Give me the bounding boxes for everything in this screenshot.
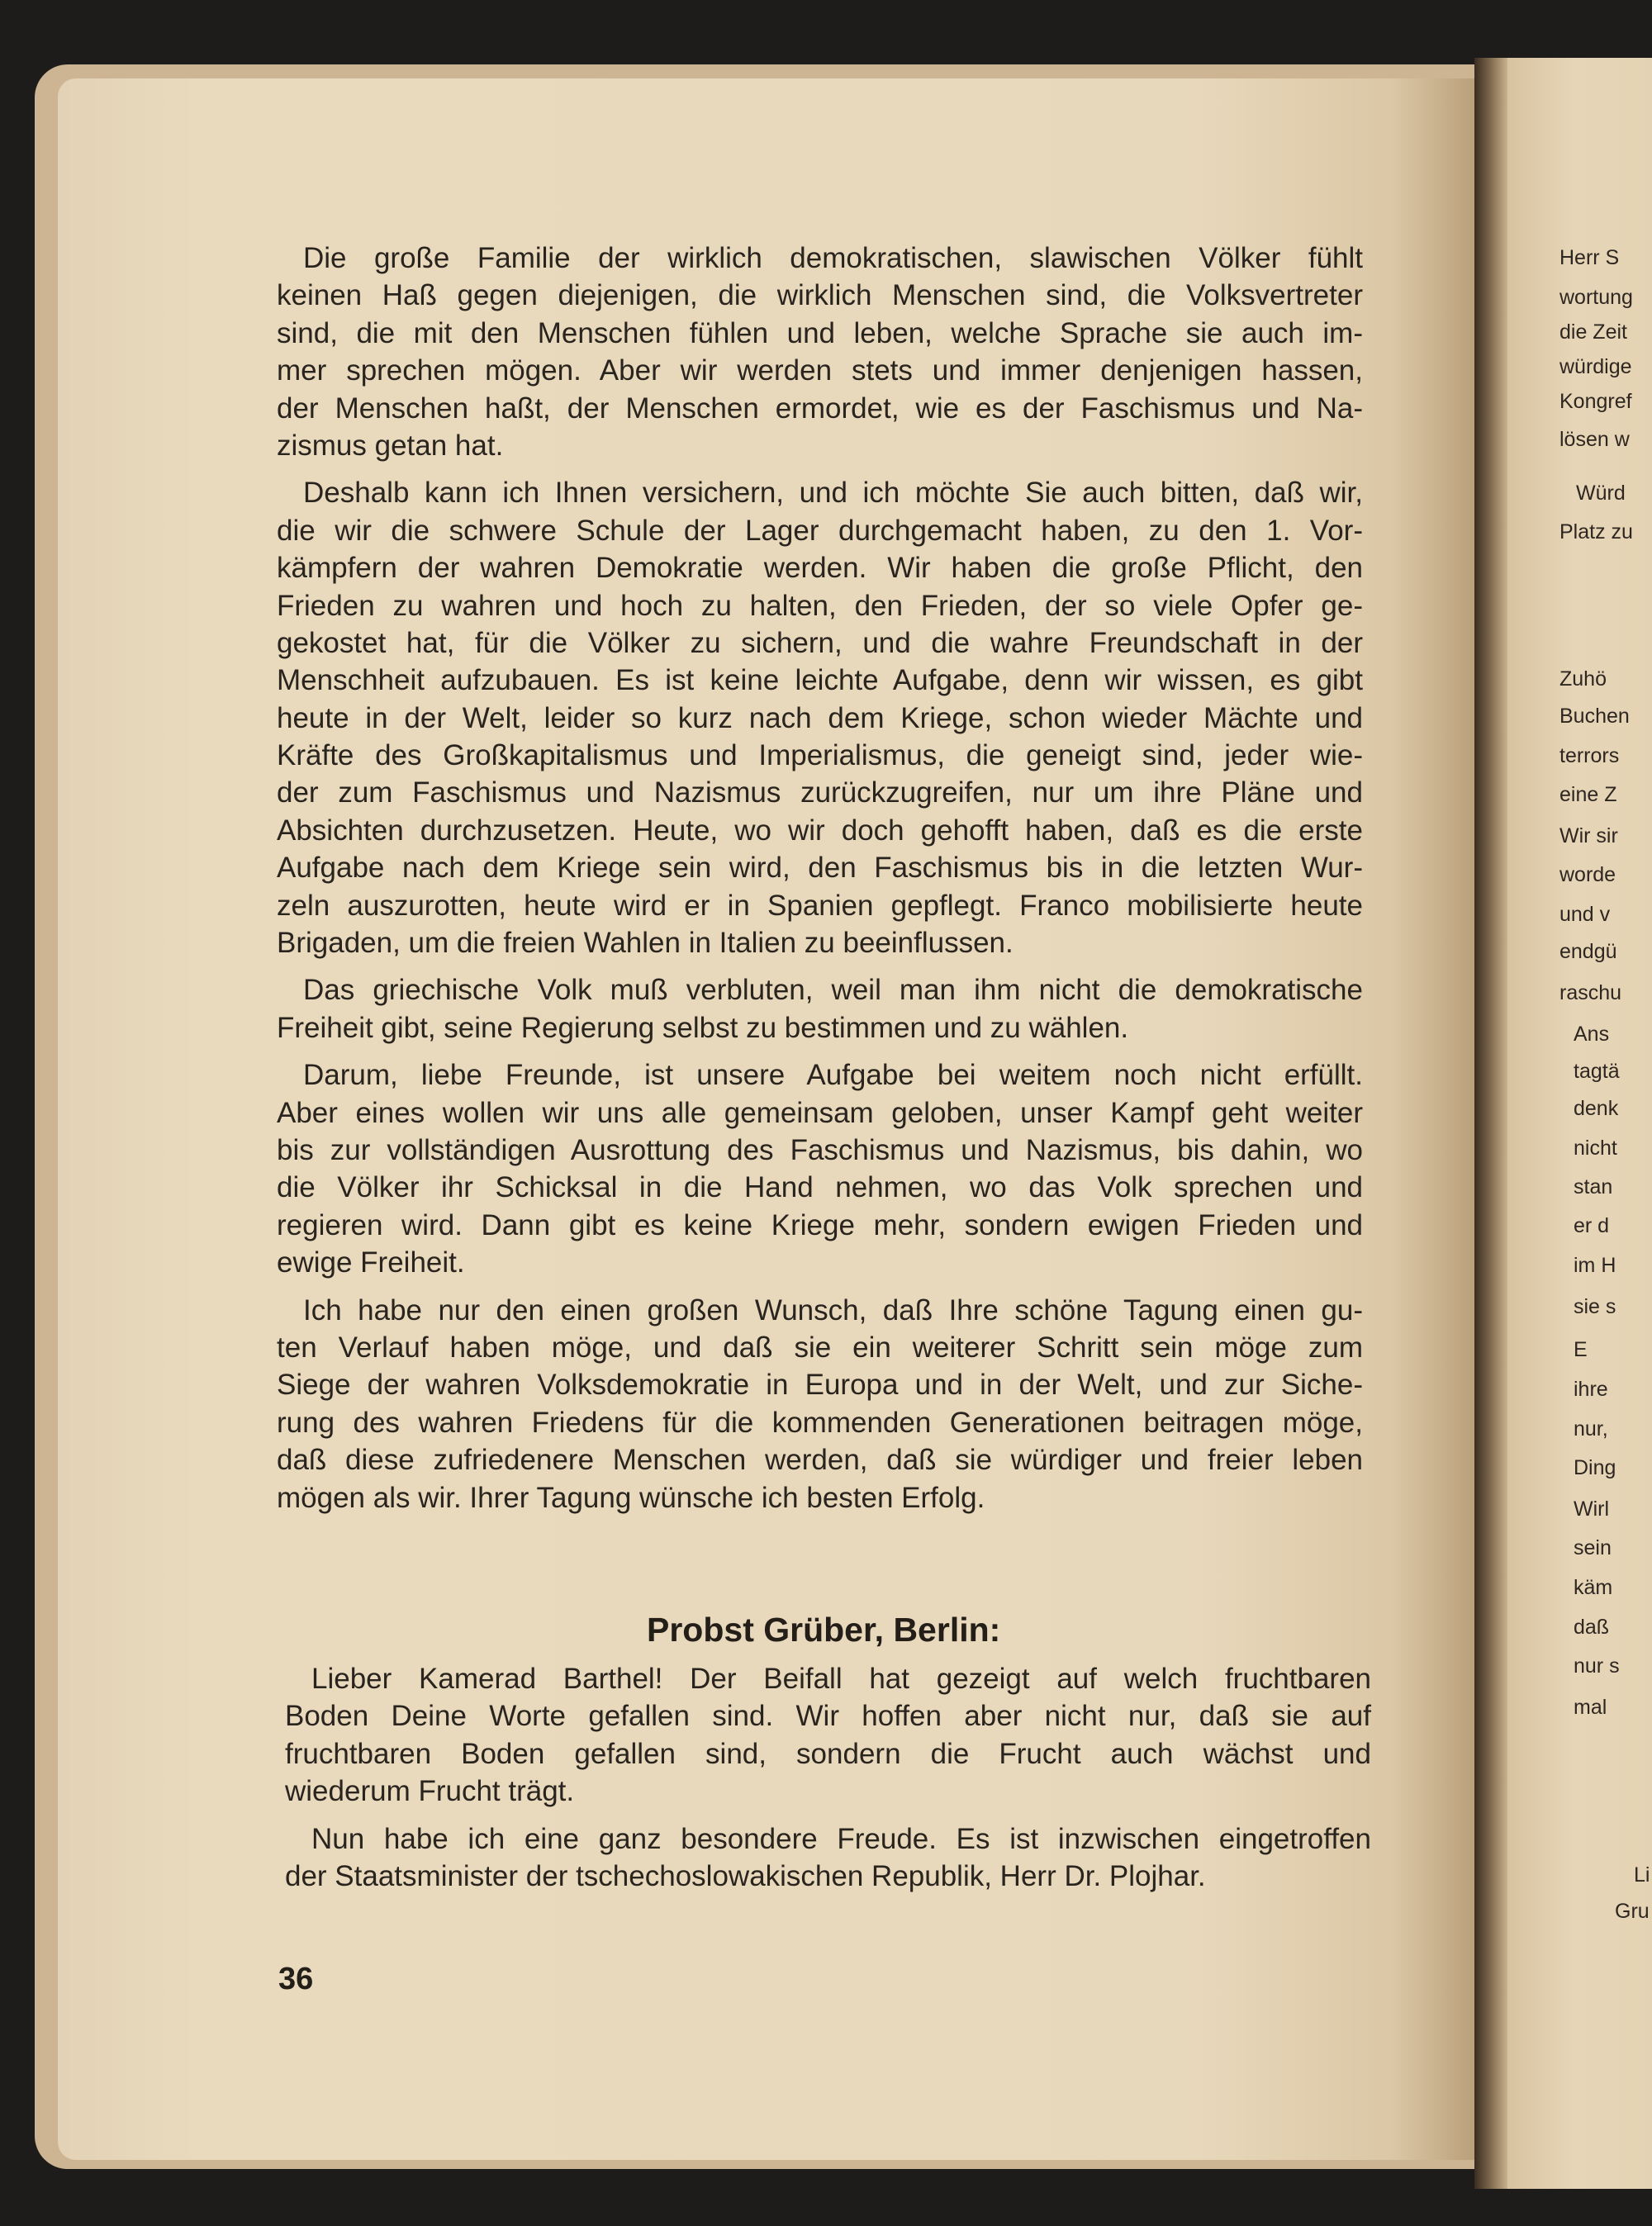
text-line: mögen als wir. Ihrer Tagung wünsche ich besten Erfolg. [277, 1481, 985, 1514]
text-line: Kräfte des Großkapitalismus und Imperialismus, die geneigt sind, jeder wie- [277, 739, 1363, 772]
text-line: wiederum Frucht trägt. [285, 1775, 575, 1808]
text-line: der Menschen haßt, der Menschen ermordet, wie es der Faschismus und Na- [277, 392, 1363, 425]
text-line: daß diese zufriedenere Menschen werden, daß sie würdiger und freier leben [277, 1444, 1363, 1477]
text-line: Aber eines wollen wir uns alle gemeinsam geloben, unser Kampf geht weiter [277, 1096, 1363, 1129]
text-line: Lieber Kamerad Barthel! Der Beifall hat gezeigt auf welch fruchtbaren [311, 1663, 1371, 1695]
text-line: Brigaden, um die freien Wahlen in Italien zu beeinflussen. [277, 927, 1014, 960]
text-line: der Staatsminister der tschechoslowakischen Republik, Herr Dr. Plojhar. [285, 1859, 1206, 1892]
text-line: die wir die schwere Schule der Lager durchgemacht haben, zu den 1. Vor- [277, 514, 1363, 547]
text-line: die Völker ihr Schicksal in die Hand nehmen, wo das Volk sprechen und [277, 1171, 1363, 1204]
text-line: der zum Faschismus und Nazismus zurückzugreifen, nur um ihre Pläne und [277, 776, 1363, 809]
text-line: keinen Haß gegen diejenigen, die wirklich Menschen sind, die Volksvertreter [277, 279, 1363, 312]
right-page-fragment: Würd [1576, 482, 1626, 505]
text-line: regieren wird. Dann gibt es keine Kriege mehr, sondern ewigen Frieden und [277, 1208, 1363, 1241]
text-line: Das griechische Volk muß verbluten, weil man ihm nicht die demokratische [303, 974, 1363, 1007]
right-page-fragment: raschu [1559, 981, 1622, 1004]
right-page-fragment: Buchen [1559, 705, 1630, 728]
right-page-fragment: ihre [1574, 1378, 1608, 1401]
text-line: Freiheit gibt, seine Regierung selbst zu bestimmen und zu wählen. [277, 1011, 1129, 1044]
right-page-fragment: nur, [1574, 1417, 1608, 1440]
text-line: Menschheit aufzubauen. Es ist keine leichte Aufgabe, denn wir wissen, es gibt [277, 664, 1363, 697]
text-line: Darum, liebe Freunde, ist unsere Aufgabe bei weitem noch nicht erfüllt. [303, 1059, 1363, 1092]
right-page-fragment: daß [1574, 1616, 1610, 1639]
body-text-section-2 [285, 1660, 1371, 1895]
right-page-fragment: Herr S [1559, 246, 1620, 269]
right-page-fragment: Li [1634, 1863, 1650, 1887]
page-number: 36 [278, 1962, 314, 1996]
right-page-fragment: er d [1574, 1214, 1610, 1237]
text-line: Boden Deine Worte gefallen sind. Wir hoffen aber nicht nur, daß sie auf [285, 1700, 1371, 1733]
text-line: mer sprechen mögen. Aber wir werden stets und immer denjenigen hassen, [277, 354, 1363, 387]
right-page-fragment: wortung [1559, 286, 1633, 309]
right-page-fragment: Wirl [1574, 1497, 1610, 1521]
text-line: Ich habe nur den einen großen Wunsch, daß Ihre schöne Tagung einen gu- [303, 1293, 1363, 1327]
right-page-fragment: und v [1559, 903, 1611, 926]
text-line: rung des wahren Friedens für die kommenden Generationen beitragen möge, [277, 1406, 1363, 1439]
text-line: Die große Familie der wirklich demokratischen, slawischen Völker fühlt [303, 242, 1363, 274]
right-page-fragment: sein [1574, 1536, 1612, 1559]
text-line: fruchtbaren Boden gefallen sind, sondern die Frucht auch wächst und [285, 1737, 1371, 1770]
right-page-fragment: Zuhö [1559, 667, 1607, 691]
right-page-fragment: tagtä [1574, 1060, 1620, 1083]
right-page-fragment: terrors [1559, 744, 1620, 767]
right-page-fragment: nur s [1574, 1654, 1620, 1678]
right-page-fragment: E [1574, 1338, 1588, 1361]
text-line: sind, die mit den Menschen fühlen und leben, welche Sprache sie auch im- [277, 316, 1363, 349]
right-page-fragment: würdige [1559, 355, 1632, 378]
text-line: Siege der wahren Volksdemokratie in Europa und in der Welt, und zur Siche- [277, 1369, 1363, 1402]
text-line: zeln auszurotten, heute wird er in Spanien gepflegt. Franco mobilisierte heute [277, 889, 1363, 922]
right-page-fragment: nicht [1574, 1137, 1617, 1160]
text-line: gekostet hat, für die Völker zu sichern, und die wahre Freundschaft in der [277, 626, 1363, 659]
right-page-fragment: Gru [1615, 1900, 1650, 1923]
right-page-fragment: endgü [1559, 940, 1617, 963]
right-page-fragment: sie s [1574, 1295, 1616, 1318]
right-page-fragment: eine Z [1559, 783, 1617, 806]
text-line: Frieden zu wahren und hoch zu halten, den Frieden, der so viele Opfer ge- [277, 589, 1363, 622]
body-text-section-1 [277, 240, 1363, 1516]
right-page-fragment: im H [1574, 1254, 1616, 1277]
right-page-fragment: käm [1574, 1576, 1613, 1599]
text-line: Deshalb kann ich Ihnen versichern, und ich möchte Sie auch bitten, daß wir, [303, 477, 1363, 510]
text-line: Nun habe ich eine ganz besondere Freude. Es ist inzwischen eingetroffen [311, 1822, 1371, 1855]
text-line: Aufgabe nach dem Kriege sein wird, den Faschismus bis in die letzten Wur- [277, 852, 1363, 885]
right-page-fragment: denk [1574, 1097, 1619, 1120]
right-page-fragment: Ding [1574, 1456, 1616, 1479]
right-page-fragment: Wir sir [1559, 824, 1618, 847]
text-line: kämpfern der wahren Demokratie werden. Wir haben die große Pflicht, den [277, 552, 1363, 585]
text-line: Absichten durchzusetzen. Heute, wo wir doch gehofft haben, daß es die erste [277, 814, 1363, 847]
text-line: ten Verlauf haben möge, und daß sie ein weiterer Schritt sein möge zum [277, 1331, 1363, 1364]
right-page-fragment: stan [1574, 1175, 1613, 1198]
book-gutter [1474, 58, 1507, 2189]
right-page-fragment: lösen w [1559, 428, 1630, 451]
text-line: zismus getan hat. [277, 429, 504, 462]
right-page-fragment: die Zeit [1559, 320, 1627, 344]
text-line: heute in der Welt, leider so kurz nach dem Kriege, schon wieder Mächte und [277, 701, 1363, 734]
right-page-fragment: Kongref [1559, 390, 1632, 413]
text-line: ewige Freiheit. [277, 1246, 465, 1279]
right-page-fragment: worde [1559, 863, 1616, 886]
right-page-fragment: Ans [1574, 1023, 1610, 1046]
text-line: bis zur vollständigen Ausrottung des Faschismus und Nazismus, bis dahin, wo [277, 1133, 1363, 1166]
speaker-heading: Probst Grüber, Berlin: [647, 1611, 1001, 1649]
right-page-fragment: mal [1574, 1696, 1607, 1719]
right-page-fragment: Platz zu [1559, 520, 1633, 543]
